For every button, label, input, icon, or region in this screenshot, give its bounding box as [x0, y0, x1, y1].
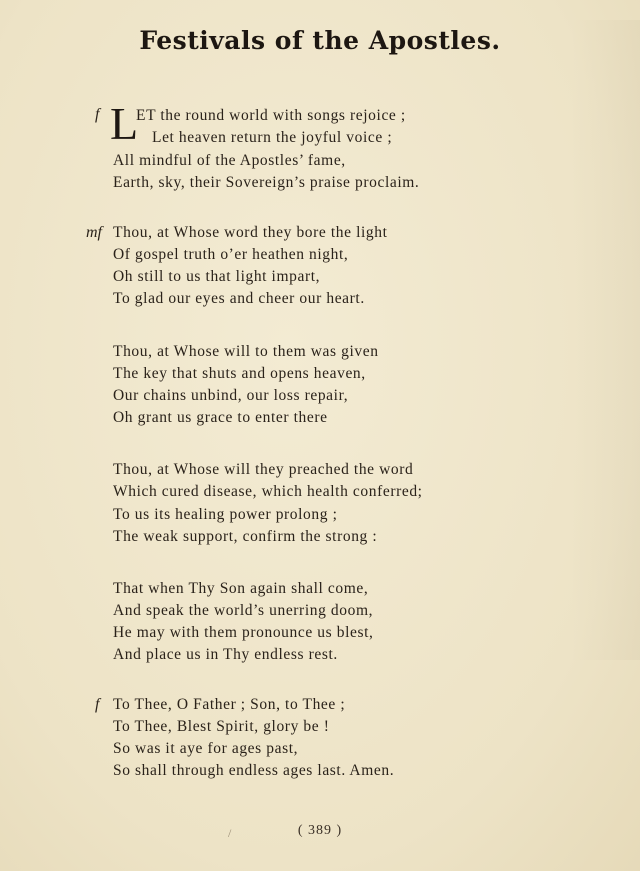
page-number: ( 389 ): [297, 823, 343, 838]
verse-line: Thou, at Whose will they preached the word: [113, 461, 414, 478]
verse-line: He may with them pronounce us blest,: [113, 624, 374, 641]
verse-line: Thou, at Whose word they bore the light: [113, 224, 388, 241]
dynamic-marking: f: [95, 696, 100, 713]
verse-line: Let heaven return the joyful voice ;: [152, 129, 393, 146]
verse-line: Oh still to us that light impart,: [113, 268, 321, 285]
drop-cap: L: [110, 98, 139, 149]
dynamic-marking: f: [95, 106, 100, 123]
verse-line: The key that shuts and opens heaven,: [113, 365, 366, 382]
verse-line: To us its healing power prolong ;: [113, 506, 338, 523]
verse-line: ET the round world with songs rejoice ;: [136, 107, 406, 124]
verse-line: Oh grant us grace to enter there: [113, 409, 328, 426]
verse-line: All mindful of the Apostles’ fame,: [113, 152, 346, 169]
margin-mark: /: [228, 826, 232, 840]
verse-line: And place us in Thy endless rest.: [113, 646, 338, 663]
verse-line: To Thee, O Father ; Son, to Thee ;: [113, 696, 346, 713]
page-shading: [570, 20, 640, 660]
verse-line: Our chains unbind, our loss repair,: [113, 387, 349, 404]
verse-line: To glad our eyes and cheer our heart.: [113, 290, 365, 307]
page-title: Festivals of the Apostles.: [139, 26, 501, 55]
verse-line: Thou, at Whose will to them was given: [113, 343, 379, 360]
verse-line: Of gospel truth o’er heathen night,: [113, 246, 349, 263]
verse-line: And speak the world’s unerring doom,: [113, 602, 374, 619]
verse-line: So shall through endless ages last. Amen.: [113, 762, 395, 779]
verse-line: So was it aye for ages past,: [113, 740, 299, 757]
verse-line: Earth, sky, their Sovereign’s praise proclaim.: [113, 174, 420, 191]
verse-line: That when Thy Son again shall come,: [113, 580, 369, 597]
dynamic-marking: mf: [86, 224, 102, 241]
verse-line: Which cured disease, which health conferred;: [113, 483, 423, 500]
verse-line: The weak support, confirm the strong :: [113, 528, 378, 545]
verse-line: To Thee, Blest Spirit, glory be !: [113, 718, 330, 735]
